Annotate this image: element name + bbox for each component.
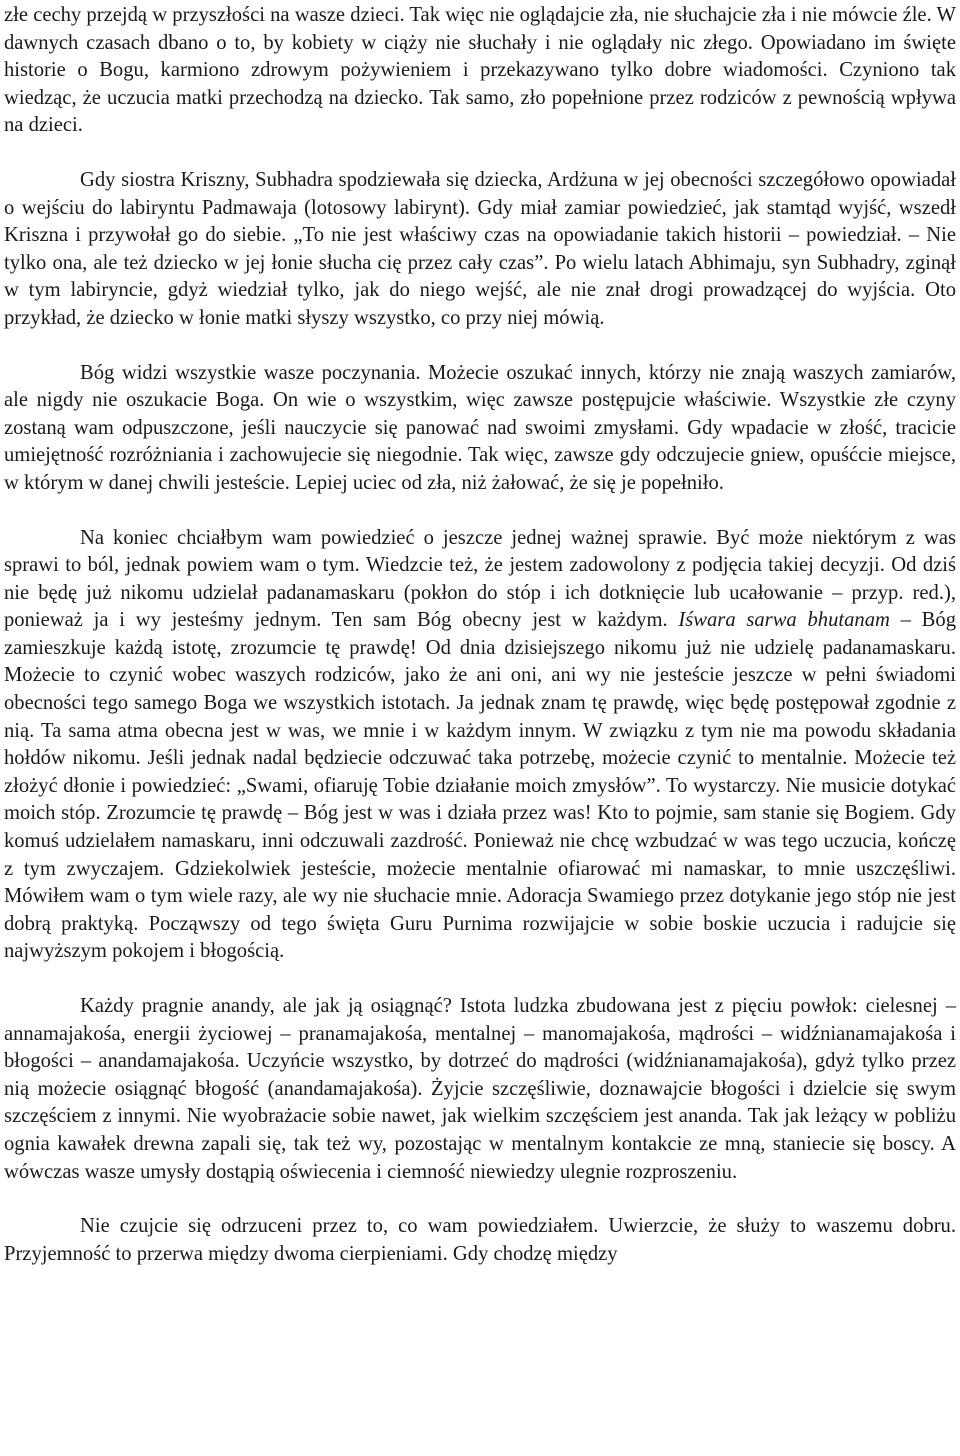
paragraph-5: Każdy pragnie anandy, ale jak ją osiągnąć? Istota ludzka zbudowana jest z pięciu powłok: cielesnej – annamajakośa, energii życiowej – pranamajakośa, mentalnej – manomajakośa, mądrości – widźnianamajakośa i błogości – anandamajakośa. Uczyńcie wszystko, by dotrzeć do mądrości (widźnianamajakośa), gdyż tylko przez nią możecie osiągnąć błogość (anandamajakośa). Żyjcie szczęśliwie, doznawajcie błogości i dzielcie się swym szczęściem z innymi. Nie wyobrażacie sobie nawet, jak wielkim szczęściem jest ananda. Tak jak leżący w pobliżu ognia kawałek drewna zapali się, tak też wy, pozostając w mentalnym kontakcie ze mną, staniecie się boscy. A wówczas wasze umysły dostąpią oświecenia i ciemność niewiedzy ulegnie rozproszeniu. xyxy=(4,995,956,1183)
paragraph-2: Gdy siostra Kriszny, Subhadra spodziewała się dziecka, Ardżuna w jej obecności szczegółowo opowiadał o wejściu do labiryntu Padmawaja (lotosowy labirynt). Gdy miał zamiar powiedzieć, jak stamtąd wyjść, wszedł Kriszna i przywołał go do siebie. „To nie jest właściwy czas na opowiadanie takich historii – powiedział. – Nie tylko ona, ale też dziecko w jej łonie słucha cię przez cały czas”. Po wielu latach Abhimaju, syn Subhadry, zginął w tym labiryncie, gdyż wiedział tylko, jak do niego wejść, ale nie znał drogi prowadzącej do wyjścia. Oto przykład, że dziecko w łonie matki słyszy wszystko, co przy niej mówią. xyxy=(4,168,956,329)
paragraph-4 xyxy=(4,525,956,967)
paragraph-4-text-start: Na koniec chciałbym wam powiedzieć o jeszcze jednej ważnej sprawie. Być może niektórym z was sprawi to ból, jednak powiem wam o tym. Wiedzcie też, że jestem zadowolony z podjęcia takiej decyzji. Od dziś nie będę już nikomu udzielał padanamaskaru (pokłon do stóp i ich dotknięcie lub ucałowanie – przyp. red.), ponieważ ja i wy jesteśmy jednym. Ten sam Bóg obecny jest w każdym. xyxy=(4,526,956,632)
paragraph-6: Nie czujcie się odrzuceni przez to, co wam powiedziałem. Uwierzcie, że służy to waszemu dobru. Przyjemność to przerwa między dwoma cierpieniami. Gdy chodzę między xyxy=(4,1215,956,1265)
paragraph-1: złe cechy przejdą w przyszłości na wasze dzieci. Tak więc nie oglądajcie zła, nie słuchajcie zła i nie mówcie źle. W dawnych czasach dbano o to, by kobiety w ciąży nie słuchały i nie oglądały nic złego. Opowiadano im święte historie o Bogu, karmiono zdrowym pożywieniem i przekazywano tylko dobre wiadomości. Czyniono tak wiedząc, że uczucia matki przechodzą na dziecko. Tak samo, zło popełnione przez rodziców z pewnością wpływa na dzieci. xyxy=(4,4,956,137)
paragraph-3: Bóg widzi wszystkie wasze poczynania. Możecie oszukać innych, którzy nie znają waszych zamiarów, ale nigdy nie oszukacie Boga. On wie o wszystkim, więc zawsze postępujcie właściwie. Wszystkie złe czyny zostaną wam odpuszczone, jeśli nauczycie się panować nad swoimi zmysłami. Gdy wpadacie w złość, tracicie umiejętność rozróżniania i zachowujecie się niegodnie. Tak więc, zawsze gdy odczujecie gniew, opuśćcie miejsce, w którym w danej chwili jesteście. Lepiej uciec od zła, niż żałować, że się je popełniło. xyxy=(4,361,956,494)
paragraph-4-italic-phrase: Iśwara sarwa bhutanam xyxy=(678,609,890,632)
paragraph-4-text-end: – Bóg zamieszkuje każdą istotę, zrozumcie tę prawdę! Od dnia dzisiejszego nikomu już nie udzielę padanamaskaru. Możecie to czynić wobec waszych rodziców, jako że ani oni, ani wy nie jesteście jeszcze w pełni świadomi obecności tego samego Boga we wszystkich istotach. Ja jednak znam tę prawdę, więc będę postępował zgodnie z nią. Ta sama atma obecna jest w was, we mnie i w każdym innym. W związku z tym nie ma powodu składania hołdów nikomu. Jeśli jednak nadal będziecie odczuwać taka potrzebę, możecie czynić to mentalnie. Możecie też złożyć dłonie i powiedzieć: „Swami, ofiaruję Tobie działanie moich zmysłów”. To wystarczy. Nie musicie dotykać moich stóp. Zrozumcie tę prawdę – Bóg jest w was i działa przez was! Kto to pojmie, sam stanie się Bogiem. Gdy komuś udzielałem namaskaru, inni odczuwali zazdrość. Ponieważ nie chcę wzbudzać w was tego uczucia, kończę z tym zwyczajem. Gdziekolwiek jesteście, możecie mentalnie ofiarować mi namaskar, to mnie uszczęśliwi. Mówiłem wam o tym wiele razy, ale wy nie słuchacie mnie. Adoracja Swamiego przez dotykanie jego stóp nie jest dobrą praktyką. Począwszy od tego święta Guru Purnima rozwijajcie w sobie boskie uczucia i radujcie się najwyższym pokojem i błogością. xyxy=(4,609,956,963)
